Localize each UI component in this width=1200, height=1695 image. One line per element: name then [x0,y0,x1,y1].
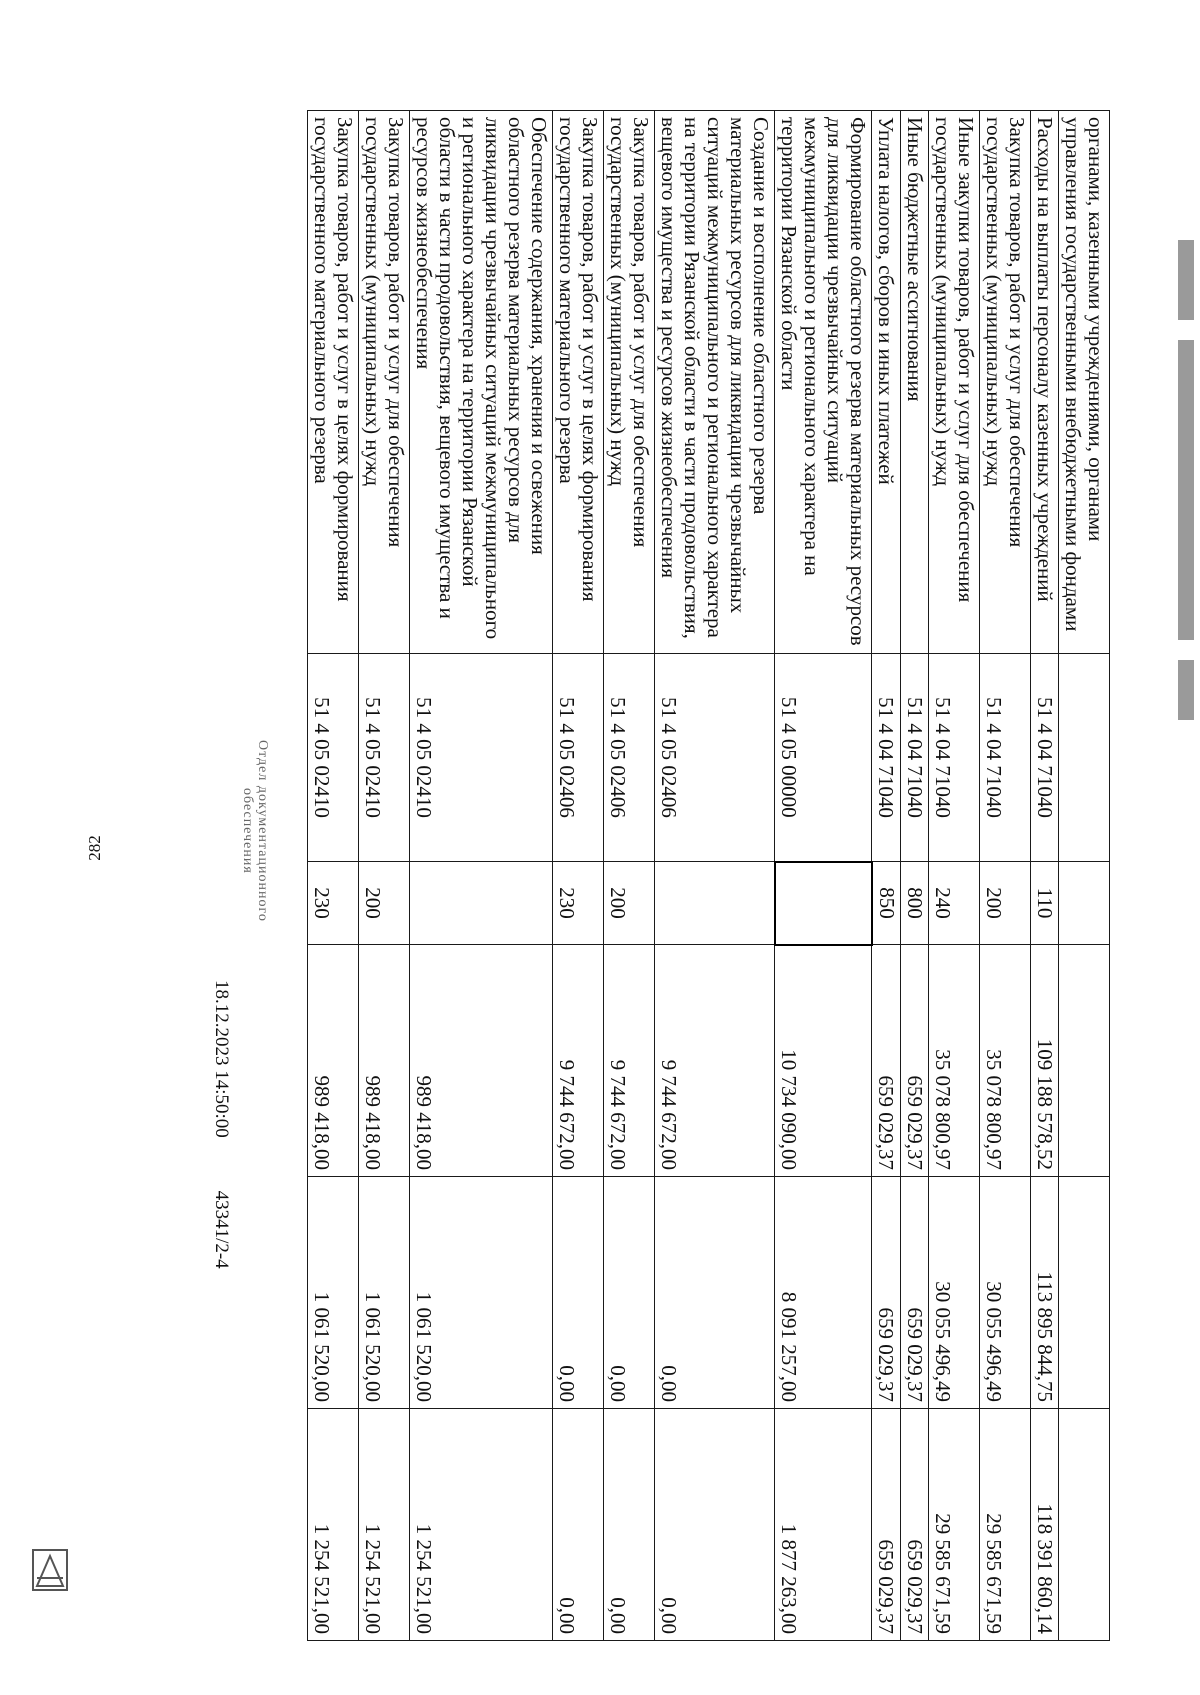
row-name: Закупка товаров, работ и услуг для обеспечения государственных (муниципальных) нужд [359,111,410,654]
row-value-2: 659 029,37 [872,1177,901,1409]
row-value-1: 9 744 672,00 [553,945,604,1177]
row-code: 51 4 05 00000 [775,654,872,862]
row-code [1059,654,1110,862]
row-value-3: 29 585 671,59 [929,1409,980,1641]
row-value-2: 1 061 520,00 [308,1177,359,1409]
row-code: 51 4 04 71040 [980,654,1031,862]
row-code: 51 4 05 02406 [553,654,604,862]
table-row [604,111,655,1641]
table-row [410,111,553,1641]
row-code: 51 4 05 02410 [410,654,553,862]
row-name: Иные бюджетные ассигнования [901,111,929,654]
footer-date: 18.12.2023 14:50:00 [211,980,232,1138]
row-code: 51 4 05 02406 [655,654,775,862]
row-name: Закупка товаров, работ и услуг для обеспечения государственных (муниципальных) нужд [604,111,655,654]
table-row [980,111,1031,1641]
emblem-logo-icon [25,1540,75,1600]
row-code: 51 4 05 02410 [308,654,359,862]
row-name: органами, казенными учреждениями, органами управления государственными внебюджетными фондами [1059,111,1110,654]
row-value-2: 8 091 257,00 [775,1177,872,1409]
row-expense-type [1059,862,1110,945]
row-value-1: 35 078 800,97 [929,945,980,1177]
row-code: 51 4 04 71040 [1031,654,1059,862]
row-expense-type: 230 [553,862,604,945]
row-value-2: 0,00 [604,1177,655,1409]
row-expense-type: 800 [901,862,929,945]
row-expense-type: 200 [980,862,1031,945]
row-name: Закупка товаров, работ и услуг в целях формирования государственного материального резерва [308,111,359,654]
row-value-2: 113 895 844,75 [1031,1177,1059,1409]
row-value-1: 9 744 672,00 [655,945,775,1177]
row-value-3: 659 029,37 [872,1409,901,1641]
row-name: Обеспечение содержания, хранения и освежения областного резерва материальных ресурсов для ликвидации чрезвычайных ситуаций межмуниципального и регионального характера на территории Рязанской области в части продовольствия, вещевого имущества и ресурсов жизнеобеспечения [410,111,553,654]
table-row [308,111,359,1641]
footer-doc-id: 43341/2-4 [211,1190,232,1269]
row-value-2: 0,00 [553,1177,604,1409]
row-value-3: 118 391 860,14 [1031,1409,1059,1641]
table-row [1059,111,1110,1641]
row-value-1: 659 029,37 [901,945,929,1177]
row-expense-type: 110 [1031,862,1059,945]
row-code: 51 4 04 71040 [872,654,901,862]
table-body [308,111,1110,1641]
row-name: Уплата налогов, сборов и иных платежей [872,111,901,654]
row-value-1: 109 188 578,52 [1031,945,1059,1177]
row-value-2: 1 061 520,00 [410,1177,553,1409]
row-name: Расходы на выплаты персоналу казенных учреждений [1031,111,1059,654]
row-value-3: 1 254 521,00 [359,1409,410,1641]
row-value-1: 989 418,00 [359,945,410,1177]
row-value-3: 659 029,37 [901,1409,929,1641]
row-value-3 [1059,1409,1110,1641]
row-name: Закупка товаров, работ и услуг для обеспечения государственных (муниципальных) нужд [980,111,1031,654]
row-expense-type [655,862,775,945]
row-value-3: 0,00 [655,1409,775,1641]
row-value-3: 1 877 263,00 [775,1409,872,1641]
row-name: Иные закупки товаров, работ и услуг для обеспечения государственных (муниципальных) нужд [929,111,980,654]
row-expense-type: 850 [872,862,901,945]
row-value-2: 1 061 520,00 [359,1177,410,1409]
row-expense-type: 200 [604,862,655,945]
row-value-2 [1059,1177,1110,1409]
row-name: Создание и восполнение областного резерва материальных ресурсов для ликвидации чрезвычайных ситуаций межмуниципального и регионального характера на территории Рязанской области в части продовольствия, вещевого имущества и ресурсов жизнеобеспечения [655,111,775,654]
row-value-3: 1 254 521,00 [410,1409,553,1641]
row-value-1: 10 734 090,00 [775,945,872,1177]
rotated-table-container [308,110,1111,1640]
row-expense-type: 240 [929,862,980,945]
row-code: 51 4 05 02410 [359,654,410,862]
row-value-2: 659 029,37 [901,1177,929,1409]
row-name: Закупка товаров, работ и услуг в целях формирования государственного материального резерва [553,111,604,654]
row-expense-type [410,862,553,945]
row-value-3: 0,00 [553,1409,604,1641]
row-value-1: 659 029,37 [872,945,901,1177]
row-code: 51 4 04 71040 [929,654,980,862]
budget-table [308,110,1111,1641]
row-value-3: 29 585 671,59 [980,1409,1031,1641]
row-value-3: 1 254 521,00 [308,1409,359,1641]
scan-edge [1166,0,1200,1695]
row-value-2: 30 055 496,49 [929,1177,980,1409]
table-row [901,111,929,1641]
department-stamp: Отдел документационного обеспечения [240,740,270,922]
row-code: 51 4 04 71040 [901,654,929,862]
table-row [775,111,872,1641]
table-row [872,111,901,1641]
row-value-2: 30 055 496,49 [980,1177,1031,1409]
row-value-1: 989 418,00 [308,945,359,1177]
table-row [1031,111,1059,1641]
row-value-1: 989 418,00 [410,945,553,1177]
row-expense-type: 200 [359,862,410,945]
row-value-1: 9 744 672,00 [604,945,655,1177]
table-row [553,111,604,1641]
row-name: Формирование областного резерва материальных ресурсов для ликвидации чрезвычайных ситуаций межмуниципального и регионального характера на территории Рязанской области [775,111,872,654]
row-code: 51 4 05 02406 [604,654,655,862]
row-expense-type: 230 [308,862,359,945]
footer [210,980,232,1317]
row-value-2: 0,00 [655,1177,775,1409]
row-value-3: 0,00 [604,1409,655,1641]
table-row [655,111,775,1641]
page-number: 282 [85,835,104,861]
row-expense-type [775,862,872,945]
row-value-1 [1059,945,1110,1177]
table-row [929,111,980,1641]
table-row [359,111,410,1641]
row-value-1: 35 078 800,97 [980,945,1031,1177]
